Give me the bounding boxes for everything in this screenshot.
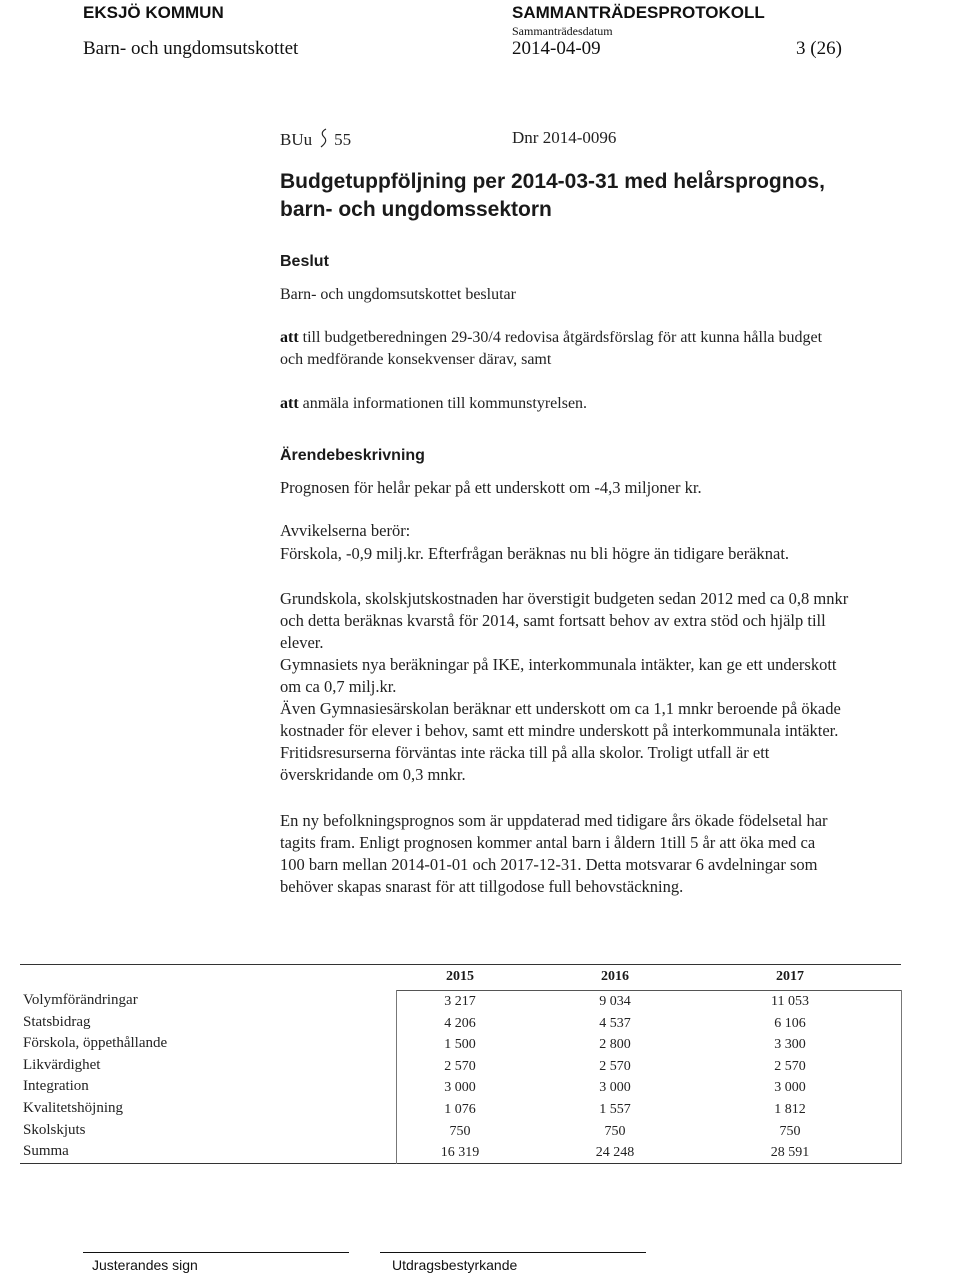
table-cell: 4 537 [599, 1015, 631, 1031]
text-line: tagits fram. Enligt prognosen kommer antal barn i åldern 1till 5 år att öka med ca [280, 833, 816, 852]
table-cell: 9 034 [599, 994, 631, 1009]
table-cell: 3 217 [444, 994, 476, 1009]
table-cell: 6 106 [774, 1015, 806, 1031]
beslut-heading: Beslut [280, 253, 329, 270]
section-sign-icon [318, 128, 328, 148]
preschool-deviation: Förskola, -0,9 milj.kr. Efterfrågan beräknas nu bli högre än tidigare beräknat. [280, 544, 790, 563]
text-line: Fritidsresurserna förväntas inte räcka till på alla skolor. Troligt utfall är ett [280, 743, 770, 762]
table-cell: 1 076 [444, 1102, 476, 1117]
table-cell: 3 000 [774, 1080, 806, 1096]
title-line-1: Budgetuppföljning per 2014-03-31 med helårsprognos, [280, 170, 825, 193]
table-header-rule [396, 990, 901, 991]
decision-item-1 [280, 327, 930, 371]
att-keyword: att [280, 395, 299, 412]
table-column-header: 2015 [446, 969, 474, 984]
text-line: kostnader för elever i behov, samt ett mindre underskott på interkommunala intäkter. [280, 721, 839, 740]
text-line: Grundskola, skolskjutskostnaden har överstigit budgeten sedan 2012 med ca 0,8 mnkr [280, 589, 849, 608]
table-column-divider [901, 990, 902, 1164]
table-cell: 2 800 [599, 1037, 631, 1053]
prognosis-text: Prognosen för helår pekar på ett underskott om -4,3 miljoner kr. [280, 478, 702, 497]
page-title [280, 168, 825, 224]
decision-item-2 [280, 393, 930, 415]
table-cell: 24 248 [595, 1145, 635, 1161]
table-top-rule [20, 964, 901, 965]
att-keyword: att [280, 329, 299, 346]
table-row-label: Kvalitetshöjning [23, 1100, 123, 1116]
table-row-label: Statsbidrag [23, 1013, 91, 1030]
beslut-intro: Barn- och ungdomsutskottet beslutar [280, 286, 516, 303]
table-cell: 2 570 [774, 1058, 806, 1074]
certification-line [380, 1252, 646, 1253]
table-row-label: Summa [23, 1143, 69, 1160]
table-cell: 2 570 [599, 1058, 631, 1074]
table-cell: 1 812 [774, 1102, 806, 1117]
table-cell: 11 053 [771, 994, 809, 1009]
text-line: och detta beräknas kvarstå för 2014, samt fortsatt behov av extra stöd och hjälp till [280, 611, 826, 630]
table-column-header: 2016 [601, 969, 629, 984]
paragraph-committee: BUu [280, 130, 313, 149]
primary-school-paragraph [280, 588, 930, 786]
table-column-header: 2017 [776, 969, 804, 984]
text-line: En ny befolkningsprognos som är uppdaterad med tidigare års ökade födelsetal har [280, 811, 828, 830]
certification-label: Utdragsbestyrkande [392, 1257, 518, 1273]
text-line: elever. [280, 633, 324, 652]
committee-name: Barn- och ungdomsutskottet [83, 38, 299, 59]
table-row-label: Skolskjuts [23, 1121, 86, 1138]
title-line-2: barn- och ungdomssektorn [280, 198, 552, 221]
table-cell: 1 500 [444, 1037, 476, 1053]
arende-heading: Ärendebeskrivning [280, 447, 425, 464]
signature-label: Justerandes sign [92, 1257, 198, 1273]
table-cell: 750 [779, 1123, 801, 1139]
signature-line [83, 1252, 349, 1253]
text-line: behöver skapas snarast för att tillgodose full behovstäckning. [280, 877, 684, 896]
text-line: 100 barn mellan 2014-01-01 och 2017-12-31. Detta motsvarar 6 avdelningar som [280, 855, 818, 874]
table-cell: 750 [449, 1123, 471, 1139]
decision-item-1-text-line-1: till budgetberedningen 29-30/4 redovisa åtgärdsförslag för att kunna hålla budget [298, 329, 823, 346]
decision-item-2-text: anmäla informationen till kommunstyrelsen. [298, 395, 588, 412]
decision-item-1-text-line-2: och medförande konsekvenser därav, samt [280, 351, 552, 368]
table-column-divider [396, 990, 397, 1164]
table-row-label: Integration [23, 1078, 89, 1095]
table-bottom-rule [20, 1163, 901, 1164]
meeting-date: 2014-04-09 [512, 38, 601, 59]
population-forecast-paragraph [280, 810, 930, 898]
table-cell: 28 591 [770, 1145, 810, 1161]
text-line: överskridande om 0,3 mnkr. [280, 765, 466, 784]
page-number: 3 (26) [796, 38, 842, 59]
document-type: SAMMANTRÄDESPROTOKOLL [512, 3, 765, 22]
table-cell: 750 [604, 1123, 626, 1139]
diary-number: Dnr 2014-0096 [512, 128, 617, 147]
paragraph-reference [280, 128, 351, 150]
date-label: Sammanträdesdatum [512, 24, 613, 38]
table-cell: 3 000 [599, 1080, 631, 1096]
table-row-label: Volymförändringar [23, 992, 138, 1008]
org-name: EKSJÖ KOMMUN [83, 3, 224, 22]
paragraph-number: 55 [334, 130, 352, 149]
table-cell: 2 570 [444, 1058, 476, 1074]
table-row-label: Förskola, öppethållande [23, 1035, 168, 1052]
deviations-label: Avvikelserna berör: [280, 521, 411, 540]
text-line: Även Gymnasiesärskolan beräknar ett underskott om ca 1,1 mnkr beroende på ökade [280, 699, 841, 718]
table-cell: 4 206 [444, 1015, 476, 1031]
table-row-label: Likvärdighet [23, 1056, 101, 1073]
table-cell: 3 300 [774, 1037, 806, 1053]
table-cell: 1 557 [599, 1102, 631, 1117]
table-cell: 16 319 [440, 1145, 480, 1161]
text-line: om ca 0,7 milj.kr. [280, 677, 397, 696]
text-line: Gymnasiets nya beräkningar på IKE, interkommunala intäkter, kan ge ett underskott [280, 655, 837, 674]
table-cell: 3 000 [444, 1080, 476, 1096]
